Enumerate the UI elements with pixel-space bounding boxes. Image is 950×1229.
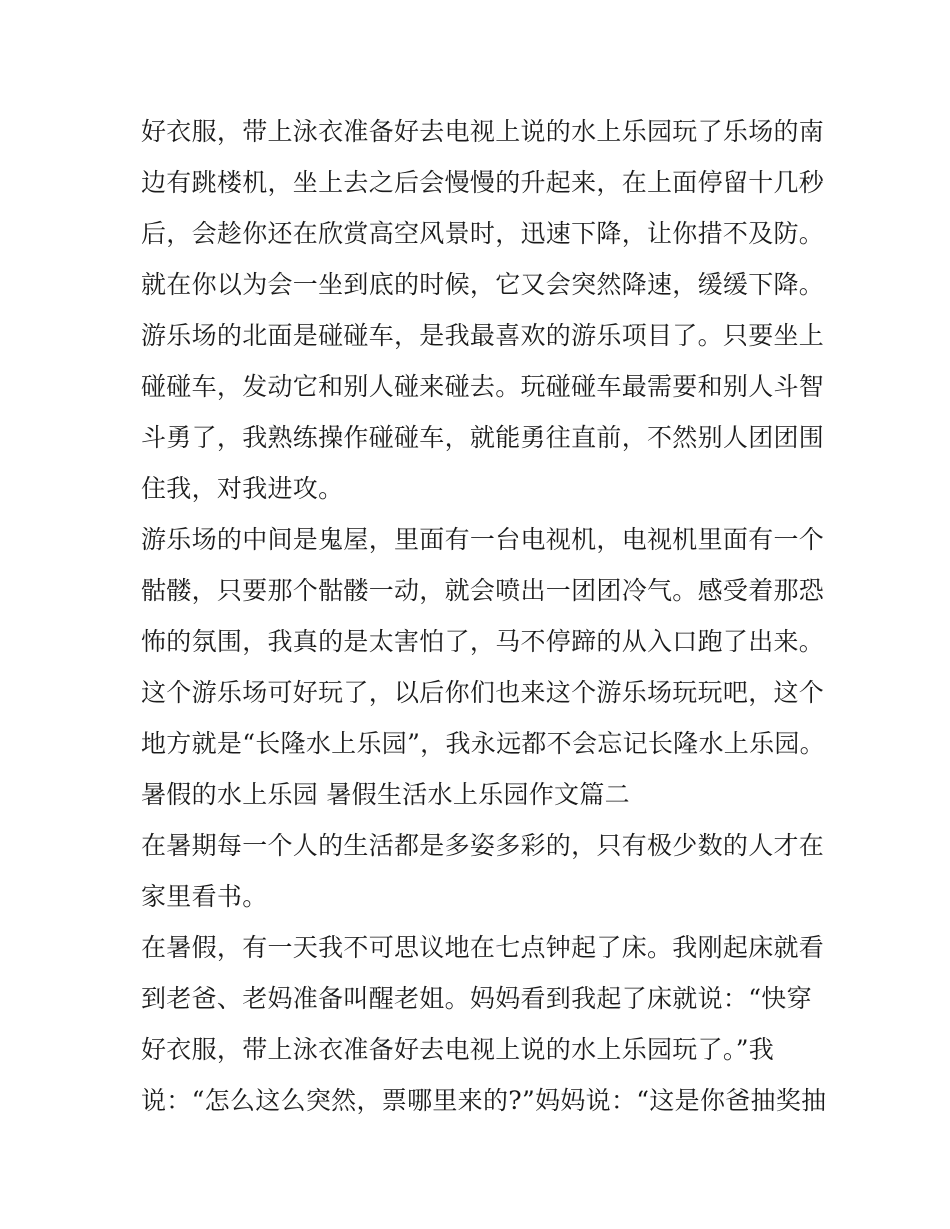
text-line: 游乐场的北面是碰碰车，是我最喜欢的游乐项目了。只要坐上 [141,321,825,350]
text-line: 说：“怎么这么突然，票哪里来的?”妈妈说：“这是你爸抽奖抽 [141,1086,827,1115]
text-line: 后，会趁你还在欣赏高空风景时，迅速下降，让你措不及防。 [141,219,825,248]
text-line: 怖的氛围，我真的是太害怕了，马不停蹄的从入口跑了出来。 [141,627,825,656]
text-line: 骷髅，只要那个骷髅一动，就会喷出一团团冷气。感受着那恐 [141,576,825,605]
text-line: 边有跳楼机，坐上去之后会慢慢的升起来，在上面停留十几秒 [141,168,825,197]
text-line: 好衣服，带上泳衣准备好去电视上说的水上乐园玩了。”我 [141,1035,775,1064]
text-line: 家里看书。 [141,882,268,911]
text-line: 到老爸、老妈准备叫醒老姐。妈妈看到我起了床就说：“快穿 [141,984,812,1013]
essay-text-body [141,106,827,1126]
text-line: 好衣服，带上泳衣准备好去电视上说的水上乐园玩了乐场的南 [141,117,825,146]
section-heading: 暑假的水上乐园 暑假生活水上乐园作文篇二 [141,780,630,809]
text-line: 这个游乐场可好玩了，以后你们也来这个游乐场玩玩吧，这个 [141,678,825,707]
text-line: 在暑假，有一天我不可思议地在七点钟起了床。我刚起床就看 [141,933,825,962]
text-line: 在暑期每一个人的生活都是多姿多彩的，只有极少数的人才在 [141,831,825,860]
text-line: 住我，对我进攻。 [141,474,344,503]
text-line: 就在你以为会一坐到底的时候，它又会突然降速，缓缓下降。 [141,270,825,299]
text-line: 游乐场的中间是鬼屋，里面有一台电视机，电视机里面有一个 [141,525,825,554]
text-line: 地方就是“长隆水上乐园”，我永远都不会忘记长隆水上乐园。 [141,729,825,758]
text-line: 碰碰车，发动它和别人碰来碰去。玩碰碰车最需要和别人斗智 [141,372,825,401]
text-line: 斗勇了，我熟练操作碰碰车，就能勇往直前，不然别人团团围 [141,423,825,452]
